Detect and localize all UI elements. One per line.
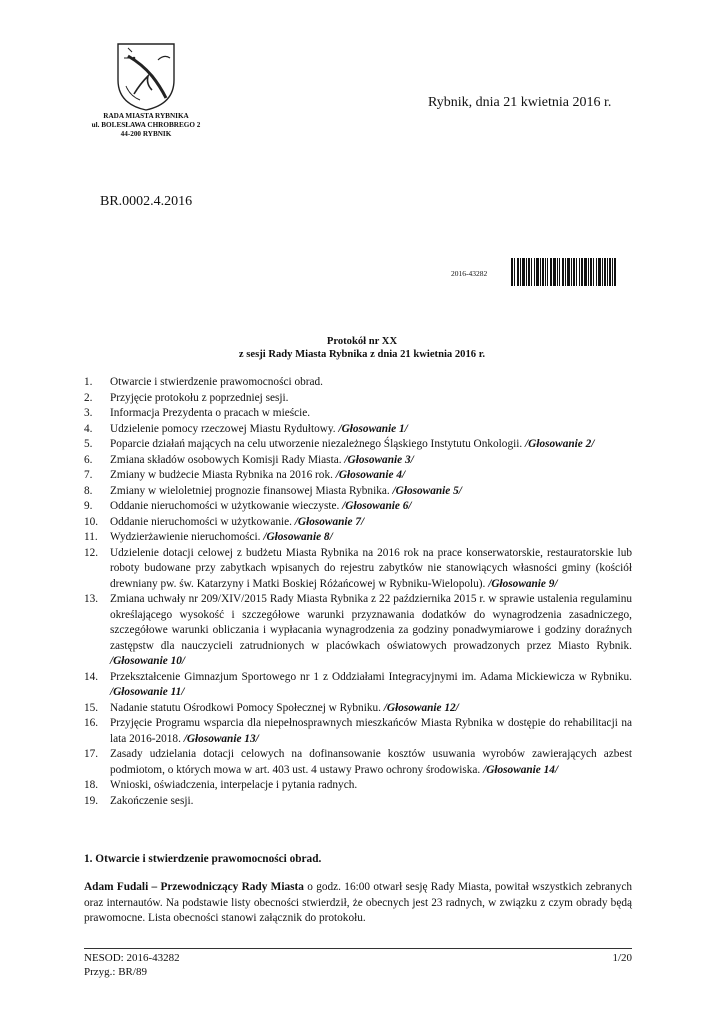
agenda-item <box>84 453 632 469</box>
date-line: Rybnik, dnia 21 kwietnia 2016 r. <box>428 95 612 110</box>
agenda-item-number: 6. <box>84 453 93 466</box>
reference-number: BR.0002.4.2016 <box>100 194 193 209</box>
agenda-item-text: Oddanie nieruchomości w użytkowanie. <box>110 515 295 528</box>
agenda-item-number: 4. <box>84 422 93 435</box>
footer-nesod: NESOD: 2016-43282 <box>84 952 180 964</box>
agenda-item <box>84 794 632 810</box>
agenda-item-text: Udzielenie pomocy rzeczowej Miastu Rydułtowy. <box>110 422 339 435</box>
agenda-item <box>84 437 632 453</box>
agenda-item-vote: /Głosowanie 5/ <box>392 484 462 497</box>
agenda-item <box>84 778 632 794</box>
agenda-item <box>84 484 632 500</box>
agenda-item <box>84 391 632 407</box>
footer-prepared-by: Przyg.: BR/89 <box>84 966 147 978</box>
agenda-item-number: 12. <box>84 546 99 559</box>
agenda-item <box>84 592 632 670</box>
agenda-item-text: Poparcie działań mających na celu utworzenie niezależnego Śląskiego Instytutu Onkologii. <box>110 438 526 450</box>
agenda-item-text: Zmiana uchwały nr 209/XIV/2015 Rady Miasta Rybnika z 22 października 2015 r. w sprawie ustalenia regulaminu określającego wysokość i szczegółowe warunki przyznawania dodatków do wynagrodzenia zasadniczego, szczegółowe warunki obliczania i wypłacania wynagrodzenia za godziny ponadwymiarowe i godziny doraźnych zastępstw dla nauczycieli zatrudnionych w placówkach oświatowych prowadzonych przez Miasto Rybnik. <box>110 593 632 652</box>
city-crest-logo <box>112 40 180 112</box>
council-street: ul. BOLESŁAWA CHROBREGO 2 <box>91 121 201 129</box>
agenda-item <box>84 747 632 778</box>
agenda-item-text: Przekształcenie Gimnazjum Sportowego nr 1 z Oddziałami Integracyjnymi im. Adama Mickiewicza w Rybniku. <box>110 670 632 683</box>
agenda-item-vote: /Głosowanie 14/ <box>483 763 559 776</box>
agenda-item <box>84 701 632 717</box>
council-name: RADA MIASTA RYBNIKA <box>103 112 189 120</box>
agenda-item-number: 5. <box>84 438 93 450</box>
agenda-item-vote: /Głosowanie 7/ <box>294 515 365 528</box>
agenda-item-vote: /Głosowanie 1/ <box>338 422 408 435</box>
agenda-item-text: Zmiany w budżecie Miasta Rybnika na 2016 rok. <box>110 469 336 481</box>
agenda-item-vote: /Głosowanie 12/ <box>383 701 459 714</box>
agenda-item-text: Przyjęcie protokołu z poprzedniej sesji. <box>110 391 289 404</box>
agenda-item <box>84 499 632 515</box>
council-address <box>70 112 222 139</box>
agenda-item-vote: /Głosowanie 3/ <box>344 453 414 466</box>
paragraph-text: o godz. 16:00 otwarł sesję Rady Miasta, powitał wszystkich zebranych oraz internautów. Na podstawie listy obecności stwierdził, że obecnych jest 23 radnych, w związku z czym obrady będą prawomocne. Lista obecności stanowi załącznik do protokołu. <box>84 881 632 924</box>
agenda-item-number: 19. <box>84 794 99 807</box>
agenda-item-number: 17. <box>84 748 99 760</box>
agenda-item <box>84 375 632 391</box>
agenda-item <box>84 670 632 701</box>
speaker-name: Adam Fudali – Przewodniczący Rady Miasta <box>84 881 304 893</box>
agenda-item-vote: /Głosowanie 2/ <box>525 438 595 450</box>
agenda-item <box>84 406 632 422</box>
agenda-item-number: 7. <box>84 469 93 481</box>
footer-info <box>84 951 180 979</box>
agenda-item-text: Zakończenie sesji. <box>110 794 194 807</box>
agenda-item-number: 10. <box>84 515 99 528</box>
agenda-item-number: 9. <box>84 500 93 512</box>
agenda-list <box>84 375 632 809</box>
agenda-item-text: Przyjęcie Programu wsparcia dla niepełnosprawnych mieszkańców Miasta Rybnika w dostępie do rehabilitacji na lata 2016-2018. <box>110 717 632 745</box>
agenda-item-vote: /Głosowanie 9/ <box>488 577 558 590</box>
agenda-item-text: Zmiana składów osobowych Komisji Rady Miasta. <box>110 453 345 466</box>
agenda-item-text: Udzielenie dotacji celowej z budżetu Miasta Rybnika na 2016 rok na prace konserwatorskie, restauratorskie lub roboty budowane przy zabytkach wpisanych do rejestru zabytków nie stanowiących własności gminy (kościół drewniany pw. św. Katarzyny i Matki Boskiej Różańcowej w Rybniku-Wielopolu). <box>110 546 632 590</box>
section-paragraph <box>84 880 632 927</box>
agenda-item-number: 13. <box>84 593 99 605</box>
agenda-item-vote: /Głosowanie 4/ <box>335 469 406 481</box>
agenda-item-text: Otwarcie i stwierdzenie prawomocności obrad. <box>110 376 323 388</box>
page-number: 1/20 <box>612 952 632 964</box>
agenda-item-number: 1. <box>84 376 93 388</box>
agenda-item-vote: /Głosowanie 11/ <box>110 686 185 698</box>
agenda-item-text: Oddanie nieruchomości w użytkowanie wieczyste. <box>110 500 343 512</box>
agenda-item-number: 18. <box>84 779 99 791</box>
nesod-code: 2016-43282 <box>451 269 488 278</box>
council-city: 44-200 RYBNIK <box>120 130 172 138</box>
barcode <box>511 258 616 286</box>
protocol-subtitle: z sesji Rady Miasta Rybnika z dnia 21 kwietnia 2016 r. <box>238 349 486 360</box>
agenda-item-number: 2. <box>84 391 93 404</box>
agenda-item-text: Wnioski, oświadczenia, interpelacje i pytania radnych. <box>110 779 358 791</box>
agenda-item-vote: /Głosowanie 6/ <box>342 500 412 512</box>
agenda-item-number: 3. <box>84 407 93 419</box>
agenda-item-vote: /Głosowanie 8/ <box>263 531 333 543</box>
agenda-item-number: 16. <box>84 717 99 729</box>
agenda-item-vote: /Głosowanie 10/ <box>110 655 186 667</box>
agenda-item <box>84 515 632 531</box>
agenda-item-text: Wydzierżawienie nieruchomości. <box>110 531 264 543</box>
agenda-item-vote: /Głosowanie 13/ <box>183 732 259 745</box>
agenda-item <box>84 716 632 747</box>
agenda-item-text: Zasady udzielania dotacji celowych na dofinansowanie kosztów usuwania wyrobów zawierających azbest podmiotom, o których mowa w art. 403 ust. 4 ustawy Prawo ochrony środowiska. <box>110 748 632 776</box>
agenda-item <box>84 546 632 593</box>
agenda-item <box>84 422 632 438</box>
protocol-title: Protokół nr XX <box>326 336 398 347</box>
agenda-item-number: 8. <box>84 484 93 497</box>
agenda-item-number: 11. <box>84 531 98 543</box>
agenda-item-text: Zmiany w wieloletniej prognozie finansowej Miasta Rybnika. <box>110 484 393 497</box>
agenda-item-number: 15. <box>84 701 99 714</box>
section-heading: 1. Otwarcie i stwierdzenie prawomocności obrad. <box>84 853 322 865</box>
agenda-item-text: Nadanie statutu Ośrodkowi Pomocy Społecznej w Rybniku. <box>110 701 384 714</box>
agenda-item-number: 14. <box>84 670 99 683</box>
agenda-item <box>84 468 632 484</box>
footer-divider <box>84 948 632 949</box>
agenda-item-text: Informacja Prezydenta o pracach w mieście. <box>110 407 311 419</box>
agenda-item <box>84 530 632 546</box>
